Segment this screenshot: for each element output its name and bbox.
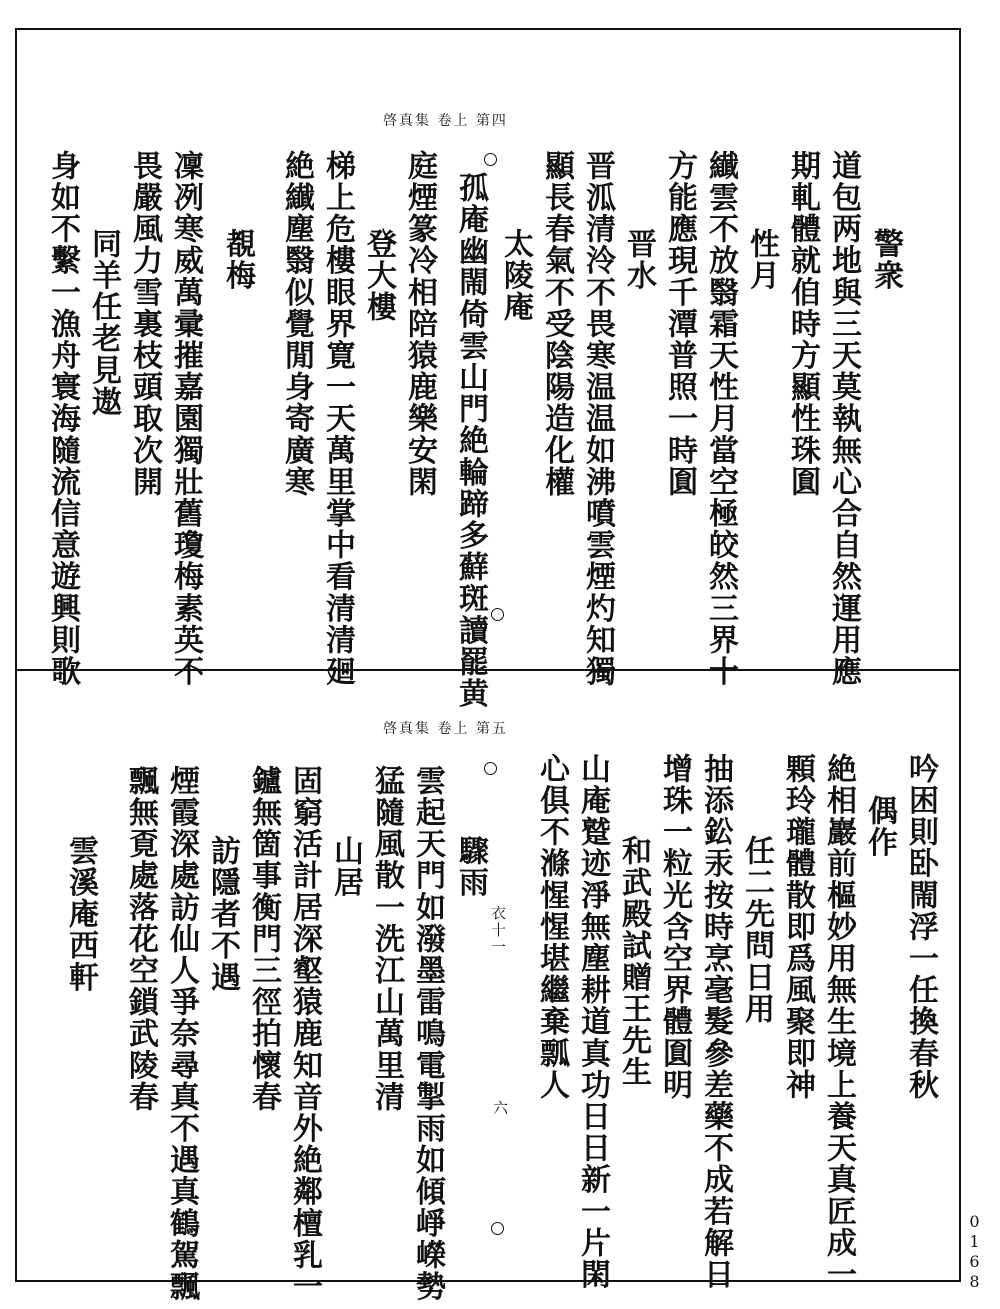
bottom-col-20: 雲溪庵西軒	[63, 835, 98, 993]
bottom-col-12: 雲起天門如潑墨雷鳴電掣雨如傾崢嶸勢	[410, 765, 445, 1303]
top-panel-header: 啓真集 卷上 第四	[383, 113, 508, 129]
top-col-7: 晋水	[621, 228, 656, 292]
top-col-14: 梯上危樓眼界寛一天萬里掌中看清清廻	[320, 150, 355, 688]
top-col-6: 方能應現千潭普照一時圎	[662, 150, 697, 498]
bottom-col-10: 心俱不滌惺惺堪繼棄瓢人	[534, 753, 569, 1101]
bottom-circle-mark-1	[484, 762, 497, 775]
panel-divider	[15, 669, 961, 671]
top-col-16: 覩梅	[220, 228, 255, 292]
page-number: 0168	[965, 1212, 984, 1292]
bottom-col-1: 吟困則卧閙浮一任換春秋	[903, 753, 938, 1101]
bottom-col-9: 山庵蹵迹淨無塵耕道真功日日新一片閑	[575, 753, 610, 1291]
top-col-3: 期軋體就㑑時方顯性珠圎	[785, 150, 820, 498]
top-col-5: 纎雲不放翳霜天性月當空極皎然三界十	[703, 150, 738, 688]
bottom-col-8: 和武殿試贈王先生	[616, 835, 651, 1088]
bottom-small-note-1: 衣十一	[489, 905, 507, 956]
top-col-4: 性月	[744, 228, 779, 292]
top-col-18: 畏嚴風力雪裏枝頭取次開	[127, 150, 162, 498]
bottom-col-15: 固窮活計居深壑猿鹿知音外絶鄰檀乳一	[287, 765, 322, 1303]
bottom-col-7: 增珠一粒光含空界體圎明	[657, 753, 692, 1101]
bottom-col-5: 任二先問日用	[739, 835, 774, 1025]
top-col-12: 庭煙篆冷相陪猿鹿樂安閑	[402, 150, 437, 498]
bottom-col-14: 山居	[328, 835, 363, 899]
bottom-col-17: 訪隱者不遇	[205, 835, 240, 993]
top-col-19: 同羊任老見遨	[86, 228, 121, 418]
bottom-circle-mark-2	[491, 1222, 504, 1235]
bottom-col-19: 飄無覔處落花空鎖武陵春	[123, 765, 158, 1113]
bottom-col-3: 絶相巖前樞妙用無生境上養天真匠成一	[821, 753, 856, 1291]
top-col-8: 晋泒清泠不畏寒温温如沸噴雲煙灼知獨	[580, 150, 615, 688]
top-circle-mark-1	[484, 153, 497, 166]
bottom-col-11: 驟雨	[453, 835, 488, 899]
bottom-col-4: 顆玲瓏體散即爲風聚即神	[780, 753, 815, 1101]
top-col-9: 顯長春氣不受陰陽造化權	[539, 150, 574, 498]
top-col-13: 登大樓	[361, 228, 396, 323]
bottom-col-18: 煙霞深處訪仙人爭奈尋真不遇真鶴駕飄	[164, 765, 199, 1303]
bottom-col-2: 偶作	[862, 795, 897, 859]
top-circle-mark-2	[491, 608, 504, 621]
bottom-col-6: 抽添鈆汞按時烹毫髮參差藥不成若解日	[698, 753, 733, 1291]
top-col-15: 絶纎塵翳似覺閒身寄廣寒	[279, 150, 314, 498]
bottom-small-note-2: 六	[491, 1100, 509, 1117]
top-col-10: 太陵庵	[498, 228, 533, 323]
bottom-col-13: 猛隨風散一洗江山萬里清	[369, 765, 404, 1113]
top-col-20: 身如不繫一漁舟寰海隨流信意遊興則歌	[45, 150, 80, 688]
top-col-2: 道包两地與三天莫執無心合自然運用應	[826, 150, 861, 688]
top-col-1: 警衆	[868, 228, 903, 292]
bottom-panel-header: 啓真集 卷上 第五	[383, 721, 508, 737]
bottom-col-16: 鑪無箇事衡門三徑拍懷春	[246, 765, 281, 1113]
top-col-17: 凜冽寒威萬彚摧嘉園獨壯舊瓊梅素英不	[168, 150, 203, 688]
top-col-11: 孤庵幽閙倚雲山門絶輪蹄多蘚斑讀罷黄	[453, 172, 488, 710]
